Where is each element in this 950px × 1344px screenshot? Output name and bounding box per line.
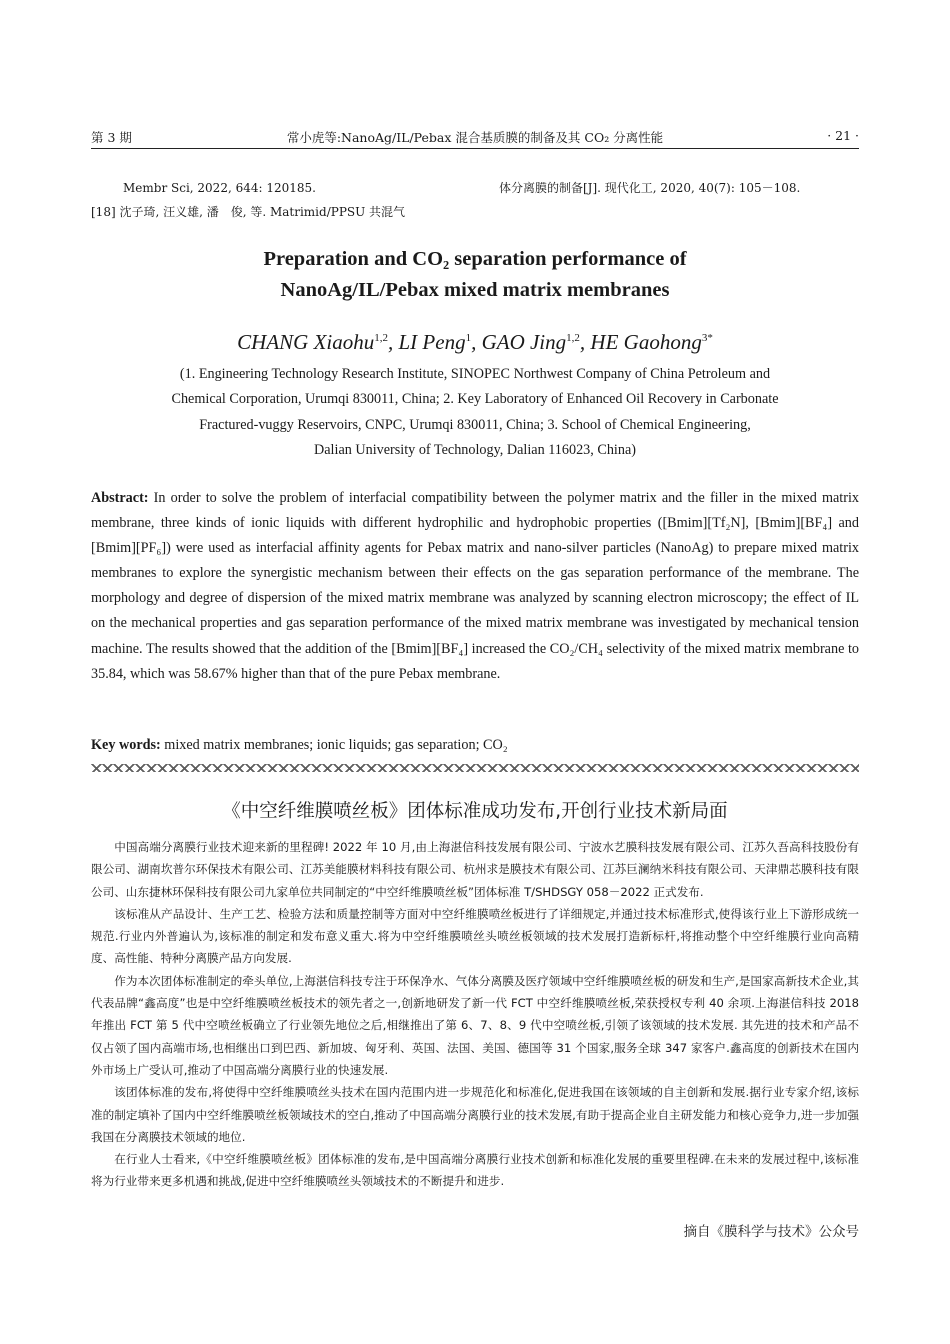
affiliation-line: Dalian University of Technology, Dalian 116023, China) [314, 441, 636, 458]
author-affiliation-mark: 1,2 [374, 332, 388, 344]
running-title: 常小虎等:NanoAg/IL/Pebax 混合基质膜的制备及其 CO₂ 分离性能 [286, 130, 664, 145]
issue-label: 第 3 期 [91, 130, 132, 145]
author-affiliation-mark: 1 [465, 332, 472, 344]
news-paragraph: 作为本次团体标准制定的牵头单位,上海湛信科技专注于环保净水、气体分离膜及医疗领域中空纤维膜喷丝板的研发和生产,是国家高新技术企业,其代表品牌“鑫高度”也是中空纤维膜喷丝板技术的领先者之一,创新地研发了新一代 FCT 中空纤维膜喷丝板,荣获授权专利 40 余项.上海湛信科技 2018 年推出 FCT 第 5 代中空喷丝板确立了行业领先地位之后,相继推出了第 6、7、8、9 代中空喷丝板,引领了该领域的技术发展. 其先进的技术和产品不仅占领了国内高端市场,也相继出口到巴西、新加坡、匈牙利、英国、法国、美国、德国等 31 个国家,服务全球 347 家客户.鑫高度的创新技术在国内外市场上广受认可,推动了中国高端分离膜行业的快速发展. [91, 973, 859, 1077]
author-name: LI Peng [398, 330, 466, 354]
keywords [91, 737, 859, 754]
news-paragraph: 该标准从产品设计、生产工艺、检验方法和质量控制等方面对中空纤维膜喷丝板进行了详细规定,并通过技术标准形式,使得该行业上下游形成统一规范.行业内外普遍认为,该标准的制定和发布意义重大.将为中空纤维膜喷丝头喷丝板领域的技术发展打造新标杆,将推动整个中空纤维膜行业向高精度、高性能、特种分离膜产品方向发展. [91, 906, 859, 966]
keywords-label: Key words: [91, 737, 161, 753]
news-body [91, 836, 859, 1193]
news-paragraph: 在行业人士看来,《中空纤维膜喷丝板》团体标准的发布,是中国高端分离膜行业技术创新和标准化发展的重要里程碑.在未来的发展过程中,该标准将为行业带来更多机遇和挑战,促进中空纤维膜喷丝头领域技术的不断提升和进步. [91, 1152, 859, 1189]
abstract-text: In order to solve the problem of interfacial compatibility between the polymer matrix and the filler in the mixed matrix membrane, three kinds of ionic liquids with different hydrophilic and hydrophobic properties ([Bmim][Tf₂N], [Bmim][BF₄] and [Bmim][PF₆]) were used as interfacial affinity agents for Pebax matrix and nano-silver particles (NanoAg) to prepare mixed matrix membranes to explore the synergistic mechanism between their effects on the gas separation performance of the membrane. The morphology and degree of dispersion of the mixed matrix membrane was analyzed by scanning electron microscopy; the effect of IL on the mechanical properties and gas separation performance of the mixed matrix membrane was investigated by mechanical tension machine. The results showed that the addition of the [Bmim][BF₄] increased the CO₂/CH₄ selectivity of the mixed matrix membrane to 35.84, which was 58.67% higher than that of the pure Pebax membrane. [91, 490, 859, 682]
author-list: CHANG Xiaohu$^{1,2}$, LI Peng$^1$, GAO Jing$^{1,2}$, HE Gaohong$^{3*}$ [237, 330, 713, 354]
abstract [91, 486, 859, 687]
news-source: 摘自《膜科学与技术》公众号 [683, 1224, 859, 1240]
decorative-divider [91, 764, 859, 774]
author-name: GAO Jing [481, 330, 567, 354]
keywords-text: mixed matrix membranes; ionic liquids; gas separation; CO₂ [160, 737, 508, 753]
author-name: CHANG Xiaohu [237, 330, 375, 354]
affiliations [91, 362, 859, 463]
news-title: 《中空纤维膜喷丝板》团体标准成功发布,开创行业技术新局面 [222, 801, 728, 822]
author-name: HE Gaohong [590, 330, 702, 354]
affiliation-line: Fractured-vuggy Reservoirs, CNPC, Urumqi 830011, China; 3. School of Chemical Engineering, [199, 416, 751, 433]
paper-title-line: NanoAg/IL/Pebax mixed matrix membranes [280, 279, 670, 301]
reference-line: 体分离膜的制备[J]. 现代化工, 2020, 40(7): 105－108. [499, 181, 801, 195]
author-affiliation-mark: 3* [701, 332, 713, 344]
page-number: · 21 · [827, 128, 859, 143]
running-header [91, 128, 859, 149]
news-paragraph: 中国高端分离膜行业技术迎来新的里程碑! 2022 年 10 月,由上海湛信科技发展有限公司、宁波水艺膜科技发展有限公司、江苏久吾高科技股份有限公司、湖南坎普尔环保技术有限公司、江苏美能膜材料科技有限公司、杭州求是膜技术有限公司、江苏巨澜纳米科技有限公司、天津鼎芯膜科技有限公司、山东捷林环保科技有限公司九家单位共同制定的“中空纤维膜喷丝板”团体标准 T/SHDSGY 058－2022 正式发布. [91, 840, 859, 899]
paper-title [91, 244, 859, 306]
affiliation-line: (1. Engineering Technology Research Institute, SINOPEC Northwest Company of China Petroleum and [179, 366, 771, 382]
reference-line: [18] 沈子琦, 汪义雄, 潘 俊, 等. Matrimid/PPSU 共混气 [91, 205, 406, 219]
reference-line: Membr Sci, 2022, 644: 120185. [123, 181, 316, 195]
author-affiliation-mark: 1,2 [566, 332, 580, 344]
affiliation-line: Chemical Corporation, Urumqi 830011, China; 2. Key Laboratory of Enhanced Oil Recovery in Carbonate [171, 391, 779, 408]
news-paragraph: 该团体标准的发布,将使得中空纤维膜喷丝头技术在国内范围内进一步规范化和标准化,促进我国在该领域的自主创新和发展.据行业专家介绍,该标准的制定填补了国内中空纤维膜喷丝板领域技术的空白,推动了中国高端分离膜行业的技术发展,有助于提高企业自主研发能力和核心竞争力,进一步加强我国在分离膜技术领域的地位. [91, 1085, 859, 1144]
abstract-label: Abstract: [91, 490, 149, 506]
paper-title-line: Preparation and CO₂ separation performance of [263, 248, 687, 270]
